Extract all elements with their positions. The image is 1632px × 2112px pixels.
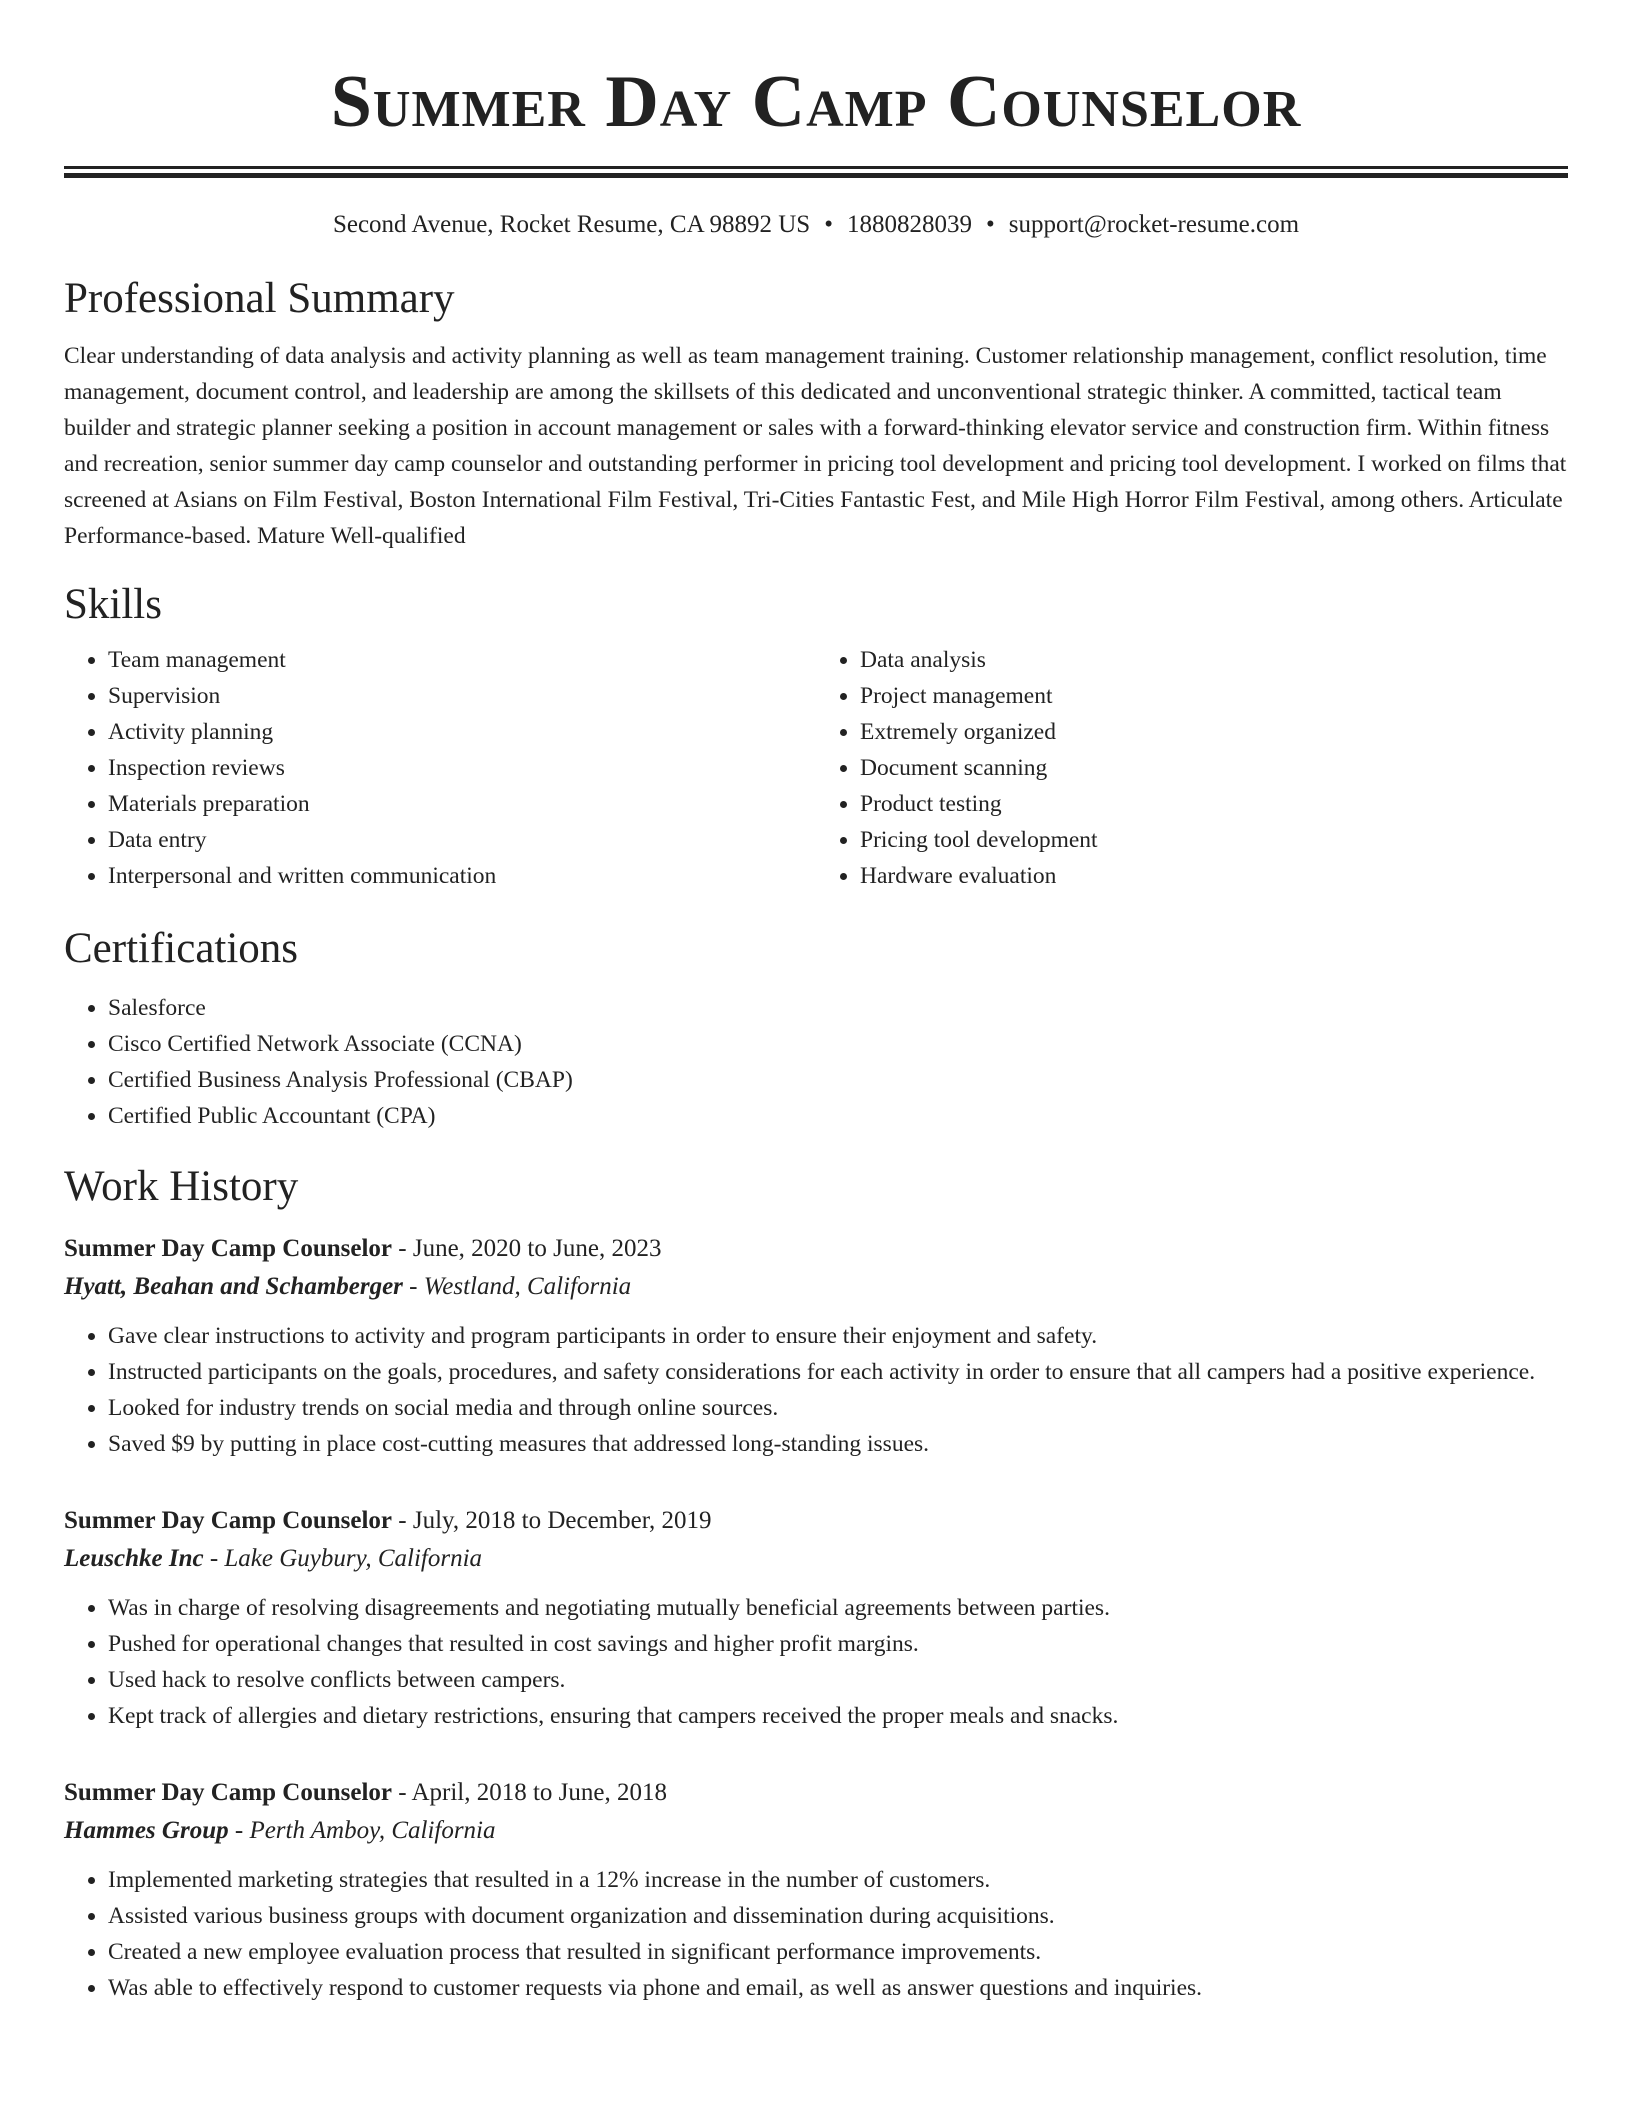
certifications-list [64,990,1568,1134]
contact-phone: 1880828039 [846,211,972,238]
skill-item: • Project management [860,678,1568,714]
contact-email: support@rocket-resume.com [1008,211,1300,238]
job-entry [64,1774,1568,2006]
contact-address: Second Avenue, Rocket Resume, CA 98892 US [332,211,811,238]
skill-item: • Team management [108,642,816,678]
job-role: Summer Day Camp Counselor [64,1779,393,1806]
contact-separator: • [985,211,995,238]
job-bullet: • Pushed for operational changes that resulted in cost savings and higher profit margins. [108,1626,1568,1662]
skill-item: • Pricing tool development [860,822,1568,858]
job-company: Hyatt, Beahan and Schamberger [64,1273,403,1300]
job-header: Summer Day Camp Counselor - April, 2018 to June, 2018 [64,1779,668,1806]
job-entry [64,1502,1568,1734]
job-company-line: Hammes Group - Perth Amboy, California [64,1817,496,1844]
skills-heading: Skills [64,581,162,628]
skill-item: • Product testing [860,786,1568,822]
job-bullet: • Gave clear instructions to activity and program participants in order to ensure their enjoyment and safety. [108,1318,1568,1354]
skill-item: • Document scanning [860,750,1568,786]
job-company-line: Leuschke Inc - Lake Guybury, California [64,1545,483,1572]
certifications-heading: Certifications [64,925,299,972]
contact-line [64,208,1568,242]
header-double-rule [64,166,1568,178]
contact-separator: • [824,211,833,238]
skill-item: • Activity planning [108,714,816,750]
job-company: Hammes Group [64,1817,229,1844]
skill-item: • Extremely organized [860,714,1568,750]
job-company: Leuschke Inc [64,1545,204,1572]
job-location: Westland, California [423,1273,632,1300]
resume-name: Summer Day Camp Counselor [330,61,1302,143]
job-location: Perth Amboy, California [249,1817,496,1844]
job-header: Summer Day Camp Counselor - July, 2018 to December, 2019 [64,1507,712,1534]
skills-list-right [816,642,1568,894]
skills-list-left [64,642,816,894]
job-location: Lake Guybury, California [224,1545,483,1572]
job-bullet: • Saved $9 by putting in place cost-cutting measures that addressed long-standing issues. [108,1426,1568,1462]
job-bullets [64,1318,1568,1462]
job-bullets [64,1862,1568,2006]
job-company-line: Hyatt, Beahan and Schamberger - Westland, California [64,1273,632,1300]
summary-heading: Professional Summary [64,275,455,322]
job-bullet: • Assisted various business groups with document organization and dissemination during acquisitions. [108,1898,1568,1934]
certification-item: • Cisco Certified Network Associate (CCNA) [108,1026,1568,1062]
job-bullet: • Created a new employee evaluation process that resulted in significant performance improvements. [108,1934,1568,1970]
job-dates: April, 2018 to June, 2018 [411,1779,668,1806]
job-bullet: • Implemented marketing strategies that resulted in a 12% increase in the number of customers. [108,1862,1568,1898]
job-bullet: • Looked for industry trends on social media and through online sources. [108,1390,1568,1426]
skill-item: • Data analysis [860,642,1568,678]
job-dates: July, 2018 to December, 2019 [412,1507,712,1534]
skill-item: • Hardware evaluation [860,858,1568,894]
certification-item: • Certified Public Accountant (CPA) [108,1098,1568,1134]
job-header: Summer Day Camp Counselor - June, 2020 to June, 2023 [64,1235,662,1262]
skill-item: • Materials preparation [108,786,816,822]
job-role: Summer Day Camp Counselor [64,1235,393,1262]
job-entry [64,1230,1568,1462]
job-role: Summer Day Camp Counselor [64,1507,393,1534]
job-dates: June, 2020 to June, 2023 [412,1235,662,1262]
job-bullet: • Was in charge of resolving disagreements and negotiating mutually beneficial agreements between parties. [108,1590,1568,1626]
skill-item: • Interpersonal and written communication [108,858,816,894]
job-bullet: • Instructed participants on the goals, procedures, and safety considerations for each activity in order to ensure that all campers had a positive experience. [108,1354,1568,1390]
skill-item: • Supervision [108,678,816,714]
job-bullet: • Kept track of allergies and dietary restrictions, ensuring that campers received the proper meals and snacks. [108,1698,1568,1734]
job-bullets [64,1590,1568,1734]
skills-columns [64,642,1568,894]
certification-item: • Salesforce [108,990,1568,1026]
summary-text: Clear understanding of data analysis and activity planning as well as team management training. Customer relationship management, conflict resolution, time management, document control, and leadership are among the skillsets of this dedicated and unconventional strategic thinker. A committed, tactical team builder and strategic planner seeking a position in account management or sales with a forward-thinking elevator service and construction firm. Within fitness and recreation, senior summer day camp counselor and outstanding performer in pricing tool development and pricing tool development. I worked on films that screened at Asians on Film Festival, Boston International Film Festival, Tri-Cities Fantastic Fest, and Mile High Horror Film Festival, among others. Articulate Performance-based. Mature Well-qualified [64,343,1567,549]
skill-item: • Inspection reviews [108,750,816,786]
certification-item: • Certified Business Analysis Professional (CBAP) [108,1062,1568,1098]
job-bullet: • Used hack to resolve conflicts between campers. [108,1662,1568,1698]
work-history-heading: Work History [64,1163,299,1210]
job-bullet: • Was able to effectively respond to customer requests via phone and email, as well as answer questions and inquiries. [108,1970,1568,2006]
skill-item: • Data entry [108,822,816,858]
